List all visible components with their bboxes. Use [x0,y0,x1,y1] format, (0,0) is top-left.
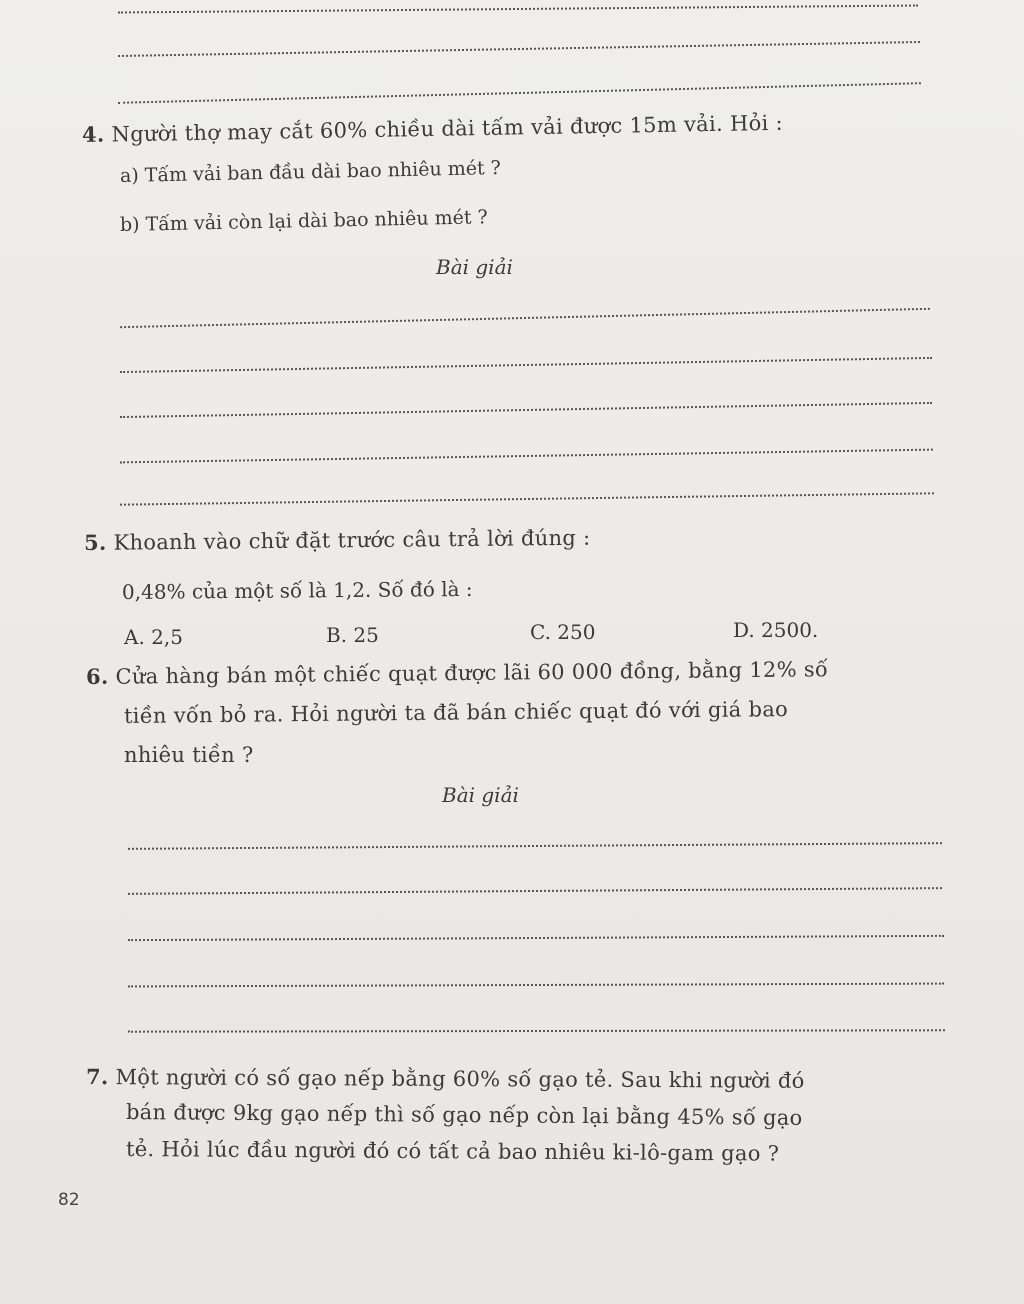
question-text: Khoanh vào chữ đặt trước câu trả lời đúng : [113,525,591,555]
question-6-line-3: nhiêu tiền ? [124,743,254,767]
question-text: Người thợ may cắt 60% chiều dài tấm vải được 15m vải. Hỏi : [111,110,784,147]
question-5-statement: 0,48% của một số là 1,2. Số đó là : [121,576,473,604]
question-6 [86,656,828,689]
answer-line [128,983,944,988]
option-d: D. 2500. [733,618,819,642]
option-c: C. 250 [530,620,596,644]
question-4 [82,110,783,147]
question-7 [86,1064,805,1093]
question-4b: b) Tấm vải còn lại dài bao nhiêu mét ? [119,206,488,236]
answer-line [128,935,944,941]
answer-line [118,82,921,104]
answer-line [128,887,942,895]
option-a: A. 2,5 [124,625,183,649]
answer-line [120,492,934,505]
question-7-line-2: bán được 9kg gạo nếp thì số gạo nếp còn lại bằng 45% số gạo [125,1100,803,1130]
question-text: Cửa hàng bán một chiếc quạt được lãi 60 000 đồng, bằng 12% số [115,657,829,689]
question-4a: a) Tấm vải ban đầu dài bao nhiêu mét ? [119,157,502,187]
answer-line [118,5,918,14]
solution-heading: Bài giải [436,255,513,279]
question-number: 6. [85,663,109,689]
question-text: Một người có số gạo nếp bằng 60% số gạo tẻ. Sau khi người đó [115,1065,805,1093]
question-number: 7. [85,1064,109,1090]
answer-line [120,357,932,373]
answer-line [128,1029,945,1032]
question-number: 4. [81,121,105,147]
page-number: 82 [58,1190,80,1210]
question-5 [84,525,591,555]
answer-line [120,449,933,464]
answer-line [120,402,932,418]
option-b: B. 25 [326,623,379,647]
question-6-line-2: tiền vốn bỏ ra. Hỏi người ta đã bán chiếc quạt đó với giá bao [123,697,789,728]
answer-line [120,308,930,328]
answer-line [128,842,942,850]
question-7-line-3: tẻ. Hỏi lúc đầu người đó có tất cả bao nhiêu ki-lô-gam gạo ? [125,1137,780,1166]
question-number: 5. [83,529,107,555]
solution-heading: Bài giải [442,783,519,807]
answer-line [118,41,920,57]
